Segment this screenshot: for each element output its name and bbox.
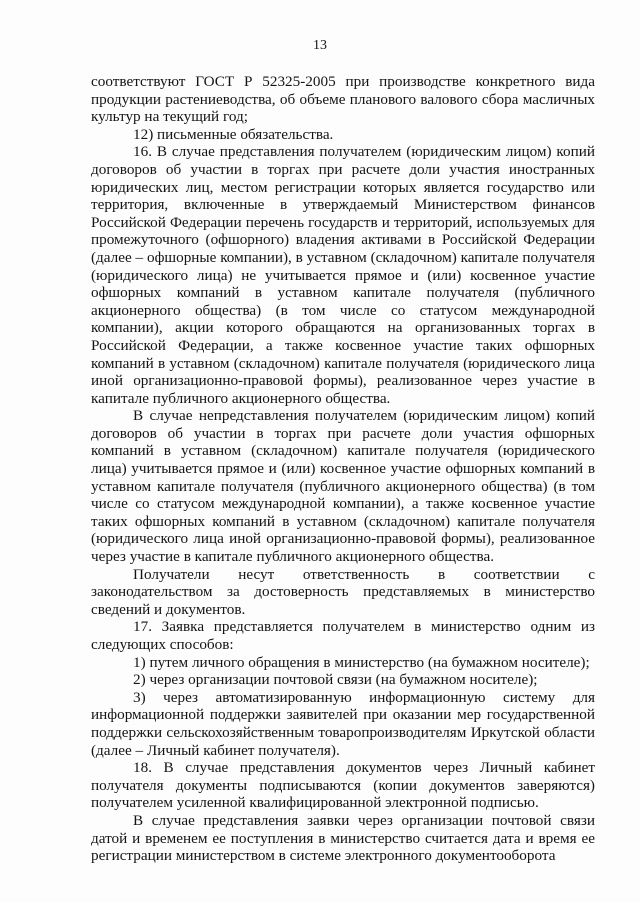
paragraph: Получатели несут ответственность в соответствии с законодательством за достоверность представляемых в министерство сведений и документов. (91, 565, 595, 618)
paragraph: В случае непредставления получателем (юридическим лицом) копий договоров об участии в торгах при расчете доли участия офшорных компаний в уставном (складочном) капитале получателя (юридического лица) учитывается прямое и (или) косвенное участие офшорных компаний в уставном капитале получателя (публичного акционерного общества) (в том числе со статусом международной компании), а также косвенное участие таких офшорных компаний в уставном (складочном) капитале получателя (юридического лица иной организационно-правовой формы), реализованное через участие в капитале публичного акционерного общества. (91, 407, 595, 566)
paragraph: 18. В случае представления документов через Личный кабинет получателя документы подписываются (копии документов заверяются) получателем усиленной квалифицированной электронной подписью. (91, 759, 595, 812)
paragraph: 1) путем личного обращения в министерство (на бумажном носителе); (133, 653, 590, 671)
paragraph: 12) письменные обязательства. (133, 125, 334, 143)
paragraph: 3) через автоматизированную информационную систему для информационной поддержки заявителей при оказании мер государственной поддержки сельскохозяйственным товаропроизводителям Иркутской области (далее – Личный кабинет получателя). (91, 688, 595, 759)
paragraph: 17. Заявка представляется получателем в министерство одним из следующих способов: (91, 618, 595, 653)
paragraph: В случае представления заявки через организации почтовой связи датой и временем ее поступления в министерство считается дата и время ее регистрации министерством в системе электронного документооборота (91, 811, 595, 865)
paragraph: соответствуют ГОСТ Р 52325-2005 при производстве конкретного вида продукции растениеводства, об объеме планового валового сбора масличных культур на текущий год; (91, 73, 595, 126)
paragraph: 16. В случае представления получателем (юридическим лицом) копий договоров об участии в торгах при расчете доли участия иностранных юридических лиц, местом регистрации которых является государство или территория, включенные в утверждаемый Министерством финансов Российской Федерации перечень государств и территорий, используемых для промежуточного (офшорного) владения активами в Российской Федерации (далее – офшорные компании), в уставном (складочном) капитале получателя (юридического лица) не учитывается прямое и (или) косвенное участие офшорных компаний в уставном капитале получателя (публичного акционерного общества) (в том числе со статусом международной компании), акции которого обращаются на организованных торгах в Российской Федерации, а также косвенное участие таких офшорных компаний в уставном (складочном) капитале получателя (юридического лица иной организационно-правовой формы), реализованное через участие в капитале публичного акционерного общества. (91, 143, 595, 407)
paragraph: 2) через организации почтовой связи (на бумажном носителе); (133, 671, 538, 689)
document-body (91, 73, 595, 865)
page-number: 13 (313, 38, 327, 53)
